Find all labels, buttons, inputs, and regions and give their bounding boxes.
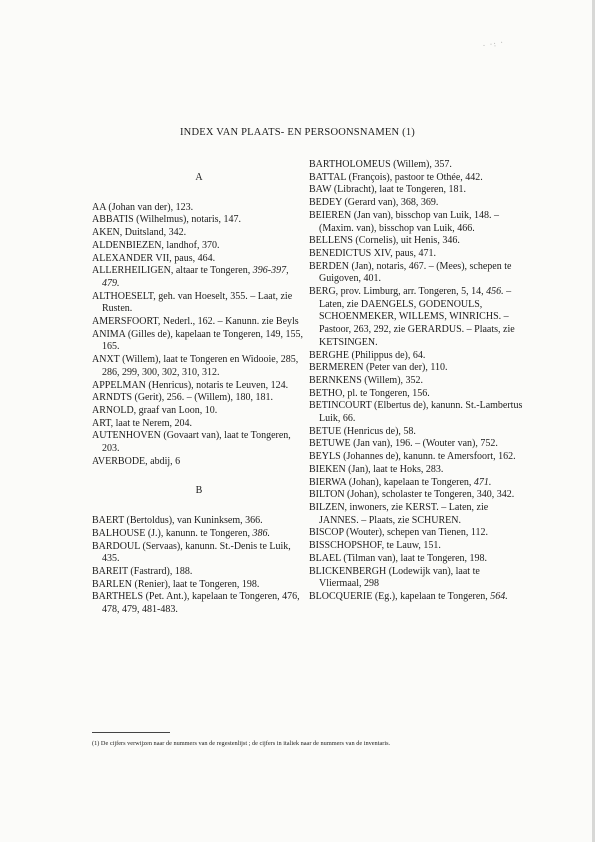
index-entry — [92, 430, 306, 455]
entry-text: BLAEL (Tilman van), laat te Tongeren, 198. — [309, 552, 488, 564]
entry-text: AMERSFOORT, Nederl., 162. – Kanunn. zie Beyls — [92, 316, 299, 328]
index-entry — [92, 265, 306, 290]
entry-text: BARTHOLOMEUS (Willem), 357. — [309, 159, 452, 170]
index-entry — [309, 184, 523, 197]
entry-text: ALEXANDER VII, paus, 464. — [92, 252, 216, 264]
entry-text: ANXT (Willem), laat te Tongeren en Widooie, 285, 286, 299, 300, 302, 310, 312. — [92, 354, 299, 378]
index-entry — [309, 566, 523, 591]
index-entry — [92, 329, 306, 354]
index-entry — [92, 541, 306, 566]
index-entry — [309, 426, 523, 439]
entry-text: BETHO, pl. te Tongeren, 156. — [309, 387, 430, 399]
entry-text: BIERWA (Johan), kapelaan te Tongeren, — [309, 476, 474, 488]
entry-text: BARLEN (Renier), laat te Tongeren, 198. — [92, 578, 260, 590]
entry-text: BAREIT (Fastrard), 188. — [92, 565, 193, 577]
entry-text: BATTAL (François), pastoor te Othée, 442. — [309, 171, 483, 183]
entry-text: BILZEN, inwoners, zie KERST. – Laten, zie JANNES. – Plaats, zie SCHUREN. — [309, 501, 489, 526]
index-entry — [309, 375, 523, 388]
index-entry — [309, 502, 523, 527]
entry-text: BETUWE (Jan van), 196. – (Wouter van), 752. — [309, 438, 498, 450]
index-entry — [309, 159, 523, 172]
left-column — [92, 172, 306, 617]
entry-text: BALHOUSE (J.), kanunn. te Tongeren, — [92, 527, 253, 539]
index-entry — [92, 456, 306, 469]
entry-text: BERG, prov. Limburg, arr. Tongeren, 5, 14, — [309, 286, 487, 298]
entry-text: BILTON (Johan), scholaster te Tongeren, 340, 342. — [309, 489, 515, 501]
index-entry — [92, 354, 306, 379]
entries-a-list — [92, 202, 306, 469]
index-entry — [309, 400, 523, 425]
index-entry — [309, 350, 523, 363]
index-entry — [92, 316, 306, 329]
index-entry — [92, 214, 306, 227]
entry-italic-ref: 386. — [252, 527, 270, 539]
entry-text: BARTHELS (Pet. Ant.), kapelaan te Tongeren, 476, 478, 479, 481-483. — [92, 591, 300, 616]
entry-text: BLOCQUERIE (Eg.), kapelaan te Tongeren, — [309, 590, 491, 602]
entry-text: BERDEN (Jan), notaris, 467. – (Mees), schepen te Guigoven, 401. — [309, 260, 512, 285]
index-entry — [309, 591, 523, 604]
entry-text: ABBATIS (Wilhelmus), notaris, 147. — [92, 214, 242, 226]
index-entry — [92, 392, 306, 405]
index-entry — [309, 362, 523, 375]
index-entry — [309, 248, 523, 261]
footnote: (1) De cijfers verwijzen naar de nummers van de regestenlijst ; de cijfers in italiek naar de nummers van de inventaris. — [92, 740, 391, 747]
entry-text: BEDEY (Gerard van), 368, 369. — [309, 197, 439, 209]
index-entry — [92, 566, 306, 579]
entry-text: BETINCOURT (Elbertus de), kanunn. St.-Lambertus Luik, 66. — [309, 400, 523, 425]
index-entry — [309, 172, 523, 185]
index-entry — [309, 489, 523, 502]
entry-text: BLICKENBERGH (Lodewijk van), laat te Vliermaal, 298 — [309, 565, 480, 590]
entry-text: BARDOUL (Servaas), kanunn. St.-Denis te Luik, 435. — [92, 540, 291, 565]
index-entry — [92, 253, 306, 266]
entry-text: BELLENS (Cornelis), uit Henis, 346. — [309, 235, 460, 247]
entry-text: BAERT (Bertoldus), van Kuninksem, 366. — [92, 515, 263, 527]
index-entry — [92, 418, 306, 431]
index-entry — [309, 235, 523, 248]
entries-b-list — [92, 515, 306, 617]
entry-text: BIEKEN (Jan), laat te Hoks, 283. — [309, 463, 444, 475]
index-entry — [92, 405, 306, 418]
entry-text: AVERBODE, abdij, 6 — [92, 455, 181, 467]
entry-text: AUTENHOVEN (Govaart van), laat te Tongeren, 203. — [92, 430, 291, 455]
index-entry — [92, 240, 306, 253]
entry-text: ALLERHEILIGEN, altaar te Tongeren, — [92, 265, 253, 277]
index-entry — [92, 579, 306, 592]
index-entry — [92, 528, 306, 541]
entry-text: ARNDTS (Gerit), 256. – (Willem), 180, 181. — [92, 392, 273, 404]
index-entry — [309, 438, 523, 451]
entry-italic-ref: 396-397, 479. — [102, 265, 289, 289]
index-entry — [92, 291, 306, 316]
entry-text: ANIMA (Gilles de), kapelaan te Tongeren, 149, 155, 165. — [92, 328, 304, 353]
entry-text: BEIEREN (Jan van), bisschop van Luik, 148. – (Maxim. van), bisschop van Luik, 466. — [309, 209, 499, 234]
index-entry — [92, 380, 306, 393]
entry-italic-ref: 564. — [490, 590, 508, 602]
index-entry — [309, 477, 523, 490]
index-entry — [92, 591, 306, 616]
entry-text: AA (Johan van der), 123. — [92, 201, 194, 213]
index-entry — [92, 227, 306, 240]
index-entry — [309, 553, 523, 566]
entry-text: ALDENBIEZEN, landhof, 370. — [92, 239, 220, 251]
index-entry — [309, 261, 523, 286]
entry-text: BERGHE (Philippus de), 64. — [309, 349, 426, 361]
entry-text: BENEDICTUS XIV, paus, 471. — [309, 247, 437, 259]
entry-text: APPELMAN (Henricus), notaris te Leuven, 124. — [92, 379, 289, 391]
index-entry — [309, 210, 523, 235]
page-title: INDEX VAN PLAATS- EN PERSOONSNAMEN (1) — [179, 127, 416, 138]
index-entry — [309, 286, 523, 350]
entries-right-list — [309, 159, 523, 604]
index-entry — [309, 527, 523, 540]
entry-italic-ref: 471. — [473, 476, 492, 488]
section-heading-a: A — [195, 172, 203, 183]
index-entry — [92, 515, 306, 528]
entry-text: AKEN, Duitsland, 342. — [92, 227, 187, 239]
index-entry — [309, 388, 523, 401]
entry-italic-ref: 456. — [486, 286, 504, 298]
index-entry — [92, 202, 306, 215]
entry-text: – Laten, zie DAENGELS, GODENOULS, SCHOENMEKER, WILLEMS, WINRICHS. – Pastoor, 263, 292, zie GERARDUS. – Plaats, zie KETSINGEN. — [319, 286, 515, 348]
index-entry — [309, 464, 523, 477]
entry-text: ARNOLD, graaf van Loon, 10. — [92, 404, 218, 416]
library-stamp: · ·: · — [482, 37, 505, 51]
index-entry — [309, 540, 523, 553]
index-entry — [309, 451, 523, 464]
entry-text: ALTHOESELT, geh. van Hoeselt, 355. – Laat, zie Rusten. — [92, 290, 293, 315]
entry-text: BERNKENS (Willem), 352. — [309, 374, 424, 386]
right-column — [309, 159, 523, 604]
entry-text: BERMEREN (Peter van der), 110. — [309, 362, 448, 374]
entry-text: BAW (Libracht), laat te Tongeren, 181. — [309, 184, 466, 196]
entry-text: BETUE (Henricus de), 58. — [309, 425, 416, 437]
entry-text: BISSCHOPSHOF, te Lauw, 151. — [309, 540, 441, 552]
entry-text: BEYLS (Johannes de), kanunn. te Amersfoort, 162. — [309, 451, 516, 463]
index-entry — [309, 197, 523, 210]
entry-text: BISCOP (Wouter), schepen van Tienen, 112. — [309, 527, 488, 539]
entry-text: ART, laat te Nerem, 204. — [92, 417, 193, 429]
footnote-rule — [92, 732, 170, 733]
section-heading-b: B — [195, 485, 203, 497]
